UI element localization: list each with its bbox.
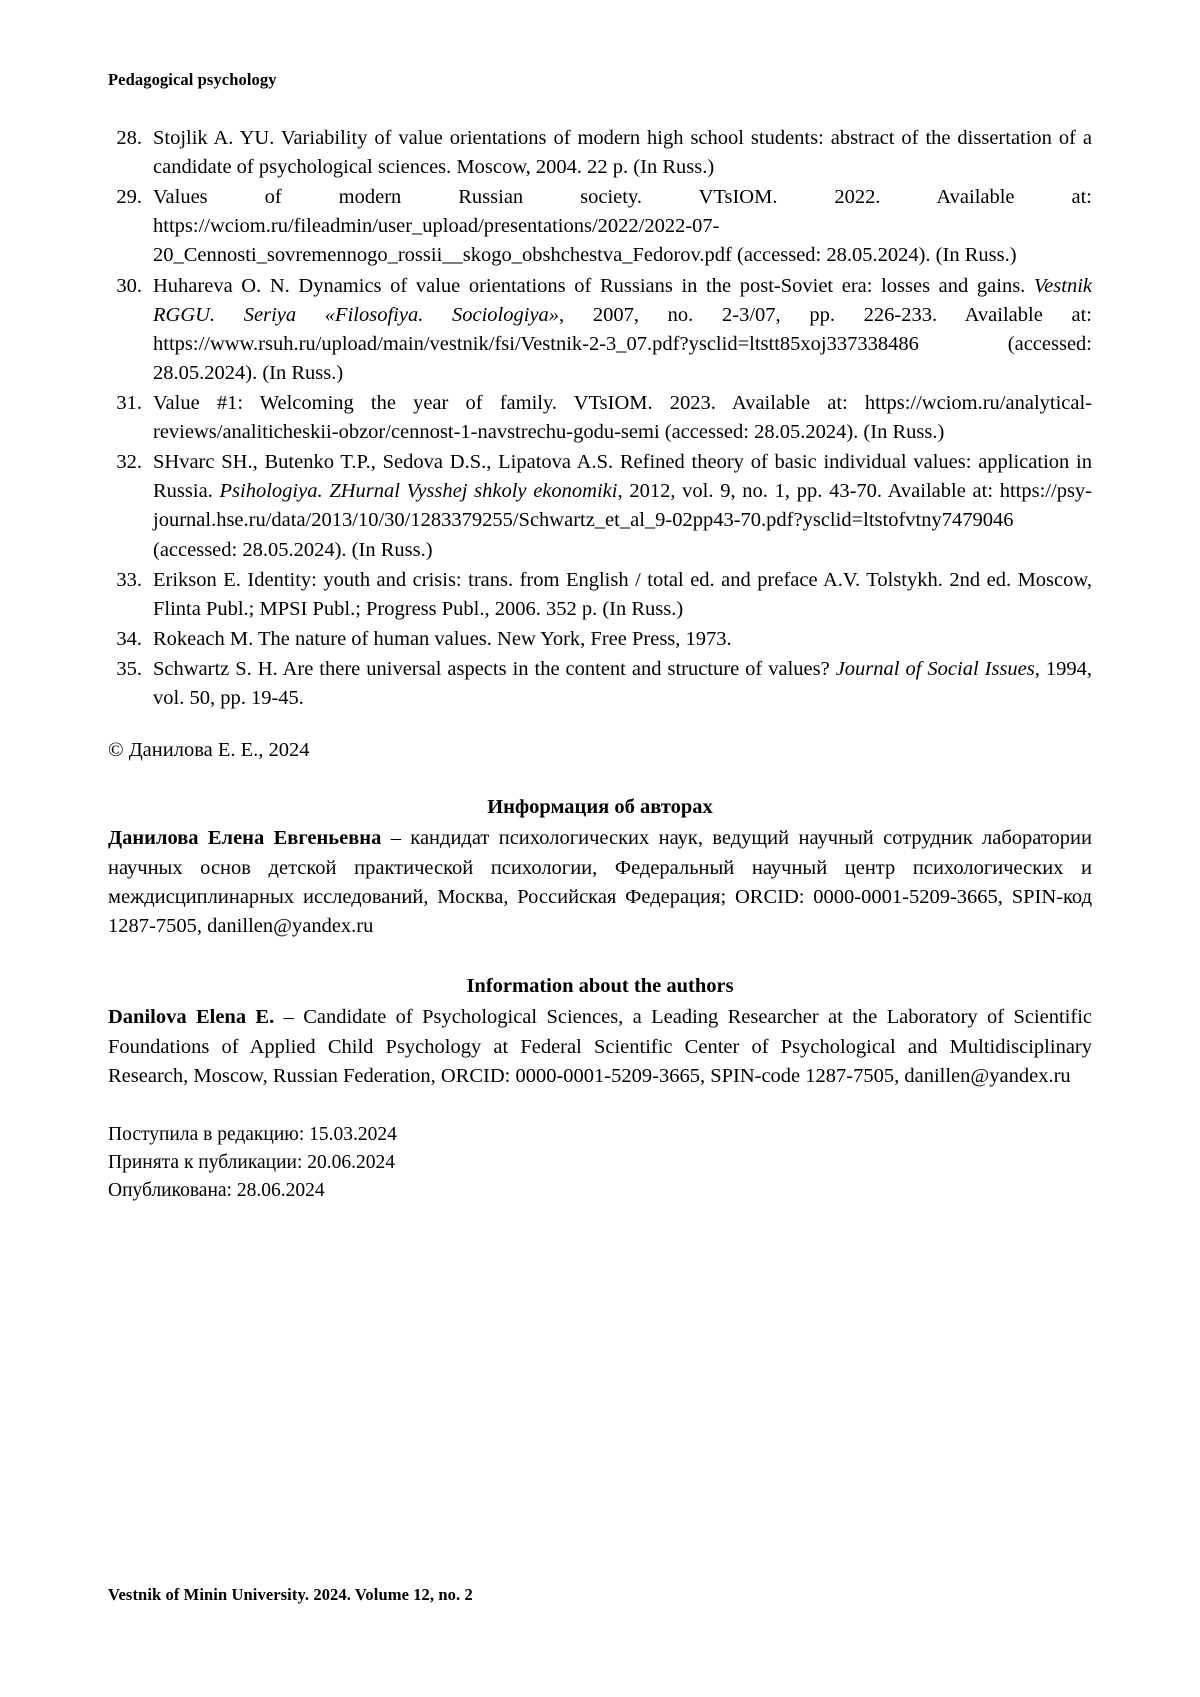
author-details-ru: – кандидат психологических наук, ведущий научный сотрудник лаборатории научных основ детской практической психологии, Федеральный научный центр психологических и междисциплинарных исследований, Москва, Российская Федерация; ORCID: 0000-0001-5209-3665, SPIN-код 1287-7505, danillen@yandex.ru	[108, 827, 1092, 938]
reference-item	[108, 183, 1092, 270]
reference-text	[153, 628, 732, 650]
authors-info-ru-title: Информация об авторах	[487, 796, 713, 819]
reference-part: Schwartz S. H. Are there universal aspects in the content and structure of values?	[153, 657, 836, 680]
reference-part: Erikson E. Identity: youth and crisis: trans. from English / total ed. and preface A.V. Tolstykh. 2nd ed. Moscow, Flinta Publ.; MPSI Publ.; Progress Publ., 2006. 352 p. (In Russ.)	[153, 568, 1092, 620]
reference-number: 29.	[116, 186, 142, 209]
reference-part: Psihologiya. ZHurnal Vysshej shkoly ekonomiki	[219, 480, 618, 503]
reference-part: Value #1: Welcoming the year of family. VTsIOM. 2023. Available at: https://wciom.ru/analytical-reviews/analiticheskii-obzor/cennost-1-navstrechu-godu-semi (accessed: 28.05.2024). (In Russ.)	[153, 391, 1092, 444]
authors-info-en-title: Information about the authors	[466, 975, 734, 998]
reference-text	[153, 275, 1092, 384]
reference-part: , 2007, no. 2-3/07, pp. 226-233. Available at: https://www.rsuh.ru/upload/main/vestnik/fsi/Vestnik-2-3_07.pdf?ysclid=ltstt85xoj337338486 (accessed: 28.05.2024). (In Russ.)	[153, 303, 1092, 384]
reference-part: Stojlik A. YU. Variability of value orientations of modern high school students: abstract of the dissertation of a candidate of psychological sciences. Moscow, 2004. 22 p. (In Russ.)	[153, 127, 1092, 179]
reference-part: Rokeach M. The nature of human values. New York, Free Press, 1973.	[153, 627, 732, 650]
reference-text	[153, 392, 1092, 443]
reference-number: 28.	[116, 127, 142, 149]
page-footer: Vestnik of Minin University. 2024. Volume 12, no. 2	[108, 1585, 473, 1604]
author-info-en	[108, 1003, 1092, 1091]
reference-part: , 2012, vol. 9, no. 1, pp. 43-70. Available at: https://psy-journal.hse.ru/data/2013/10/30/1283379255/Schwartz_et_al_9-02pp43-70.pdf?ysclid=ltstofvtny7479046 (accessed: 28.05.2024). (In Russ.)	[153, 480, 1092, 561]
reference-number: 33.	[116, 568, 142, 591]
reference-item	[108, 448, 1092, 564]
copyright-line: © Данилова Е. Е., 2024	[108, 739, 310, 762]
reference-item	[108, 655, 1092, 713]
author-info-ru	[108, 824, 1092, 941]
reference-number: 31.	[116, 391, 142, 414]
reference-item	[108, 272, 1092, 388]
reference-part: Huhareva O. N. Dynamics of value orientations of Russians in the post-Soviet era: losses and gains.	[153, 274, 1034, 297]
reference-part: Values of modern Russian society. VTsIOM. 2022. Available at: https://wciom.ru/fileadmin/user_upload/presentations/2022/2022-07-20_Cennosti_sovremennogo_rossii__skogo_obshchestva_Fedorov.pdf (accessed: 28.05.2024). (In Russ.)	[153, 186, 1092, 267]
reference-number: 34.	[116, 627, 142, 650]
reference-text	[153, 451, 1092, 560]
reference-text	[153, 658, 1092, 709]
date-received: Поступила в редакцию: 15.03.2024	[108, 1124, 397, 1146]
reference-text	[153, 186, 1092, 266]
publication-dates	[108, 1121, 1092, 1204]
reference-number: 30.	[116, 274, 142, 297]
reference-item	[108, 566, 1092, 624]
reference-item	[108, 124, 1092, 182]
reference-part: SHvarc SH., Butenko T.P., Sedova D.S., Lipatova A.S. Refined theory of basic individual values: application in Russia.	[153, 451, 1092, 503]
author-name-ru: Данилова Елена Евгеньевна	[108, 827, 382, 850]
date-published: Опубликована: 28.06.2024	[108, 1179, 325, 1201]
reference-item	[108, 625, 1092, 654]
reference-item	[108, 389, 1092, 447]
reference-number: 32.	[116, 451, 142, 474]
reference-part: Vestnik RGGU. Seriya «Filosofiya. Sociologiya»	[153, 274, 1092, 326]
reference-part: Journal of Social Issues	[835, 657, 1035, 680]
running-head: Pedagogical psychology	[108, 70, 277, 89]
reference-part: , 1994, vol. 50, pp. 19-45.	[153, 657, 1092, 710]
author-name-en: Danilova Elena E.	[108, 1006, 275, 1029]
author-details-en: – Candidate of Psychological Sciences, a Leading Researcher at the Laboratory of Scientific Foundations of Applied Child Psychology at Federal Scientific Center of Psychological and Multidisciplinary Research, Moscow, Russian Federation, ORCID: 0000-0001-5209-3665, SPIN-code 1287-7505, danillen@yandex.ru	[108, 1006, 1093, 1088]
reference-number: 35.	[116, 657, 142, 680]
reference-text	[153, 127, 1092, 178]
reference-list	[108, 124, 1092, 713]
date-accepted: Принята к публикации: 20.06.2024	[108, 1152, 396, 1174]
reference-text	[153, 569, 1092, 620]
